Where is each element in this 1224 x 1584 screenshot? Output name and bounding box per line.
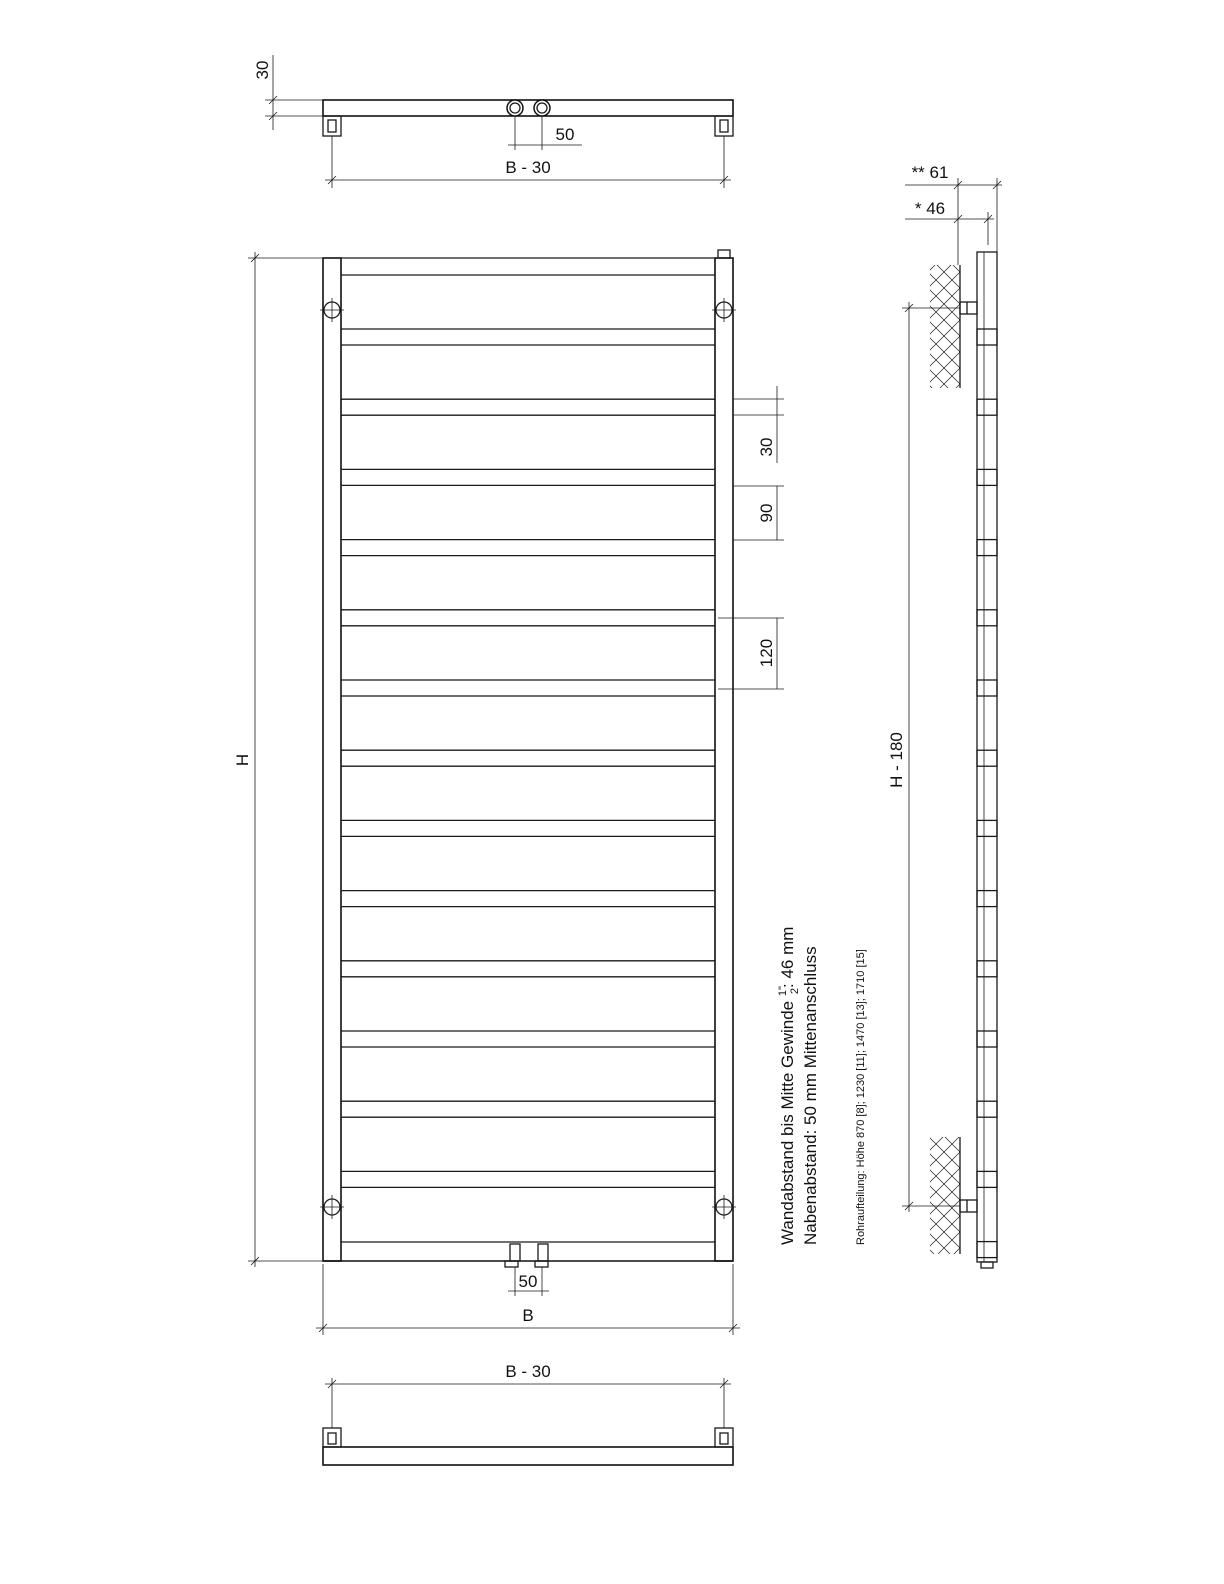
top-width-label: B - 30 xyxy=(505,158,551,177)
front-width-label: B xyxy=(522,1306,534,1325)
wall-distance-max-label: ** 61 xyxy=(911,163,949,182)
front-view xyxy=(233,250,784,1335)
side-tube-profile xyxy=(977,820,997,836)
wall-distance-label: * 46 xyxy=(914,199,946,218)
side-view xyxy=(887,163,1002,1268)
bottom-connection-icon xyxy=(505,1244,548,1267)
top-wall-gap-label: 30 xyxy=(253,60,272,80)
narrow-gap-label: 90 xyxy=(757,503,776,523)
specification-notes xyxy=(777,927,867,1245)
side-tube-profile xyxy=(977,469,997,485)
side-tube-profile xyxy=(977,1242,997,1258)
tube-division-note: Rohraufteilung: Höhe 870 [8]; 1230 [11]; 1470 [13]; 1710 [15] xyxy=(855,949,867,1245)
side-tube-profile xyxy=(977,680,997,696)
top-hub-distance-label: 50 xyxy=(555,125,575,144)
side-tube-profile xyxy=(977,1171,997,1187)
bracket-distance-label: H - 180 xyxy=(887,732,906,788)
wide-gap-label: 120 xyxy=(757,638,776,668)
side-tube-profile xyxy=(977,750,997,766)
wall-hatch-bottom xyxy=(930,1137,960,1254)
side-tube-profile xyxy=(977,610,997,626)
hub-distance-note: Nabenabstand: 50 mm Mittenanschluss xyxy=(801,946,820,1245)
side-tube-profile xyxy=(977,891,997,907)
top-view xyxy=(253,55,733,188)
side-tube-profile xyxy=(977,399,997,415)
tube-height-label: 30 xyxy=(757,437,776,457)
side-tube-profile xyxy=(977,329,997,345)
front-hub-distance-label: 50 xyxy=(518,1272,538,1291)
bottom-width-label: B - 30 xyxy=(505,1362,551,1381)
front-height-label: H xyxy=(233,753,252,767)
heating-tubes xyxy=(341,258,715,1242)
wall-distance-note: Wandabstand bis Mitte Gewinde $^{1"}$2: 46 mm xyxy=(777,926,801,1245)
side-tube-profile xyxy=(977,1101,997,1117)
side-tube-profiles xyxy=(977,329,997,1258)
wall-hatch-top xyxy=(930,265,960,388)
bottom-view xyxy=(323,1362,733,1465)
side-tube-profile xyxy=(977,540,997,556)
side-tube-profile xyxy=(977,961,997,977)
side-tube-profile xyxy=(977,1031,997,1047)
